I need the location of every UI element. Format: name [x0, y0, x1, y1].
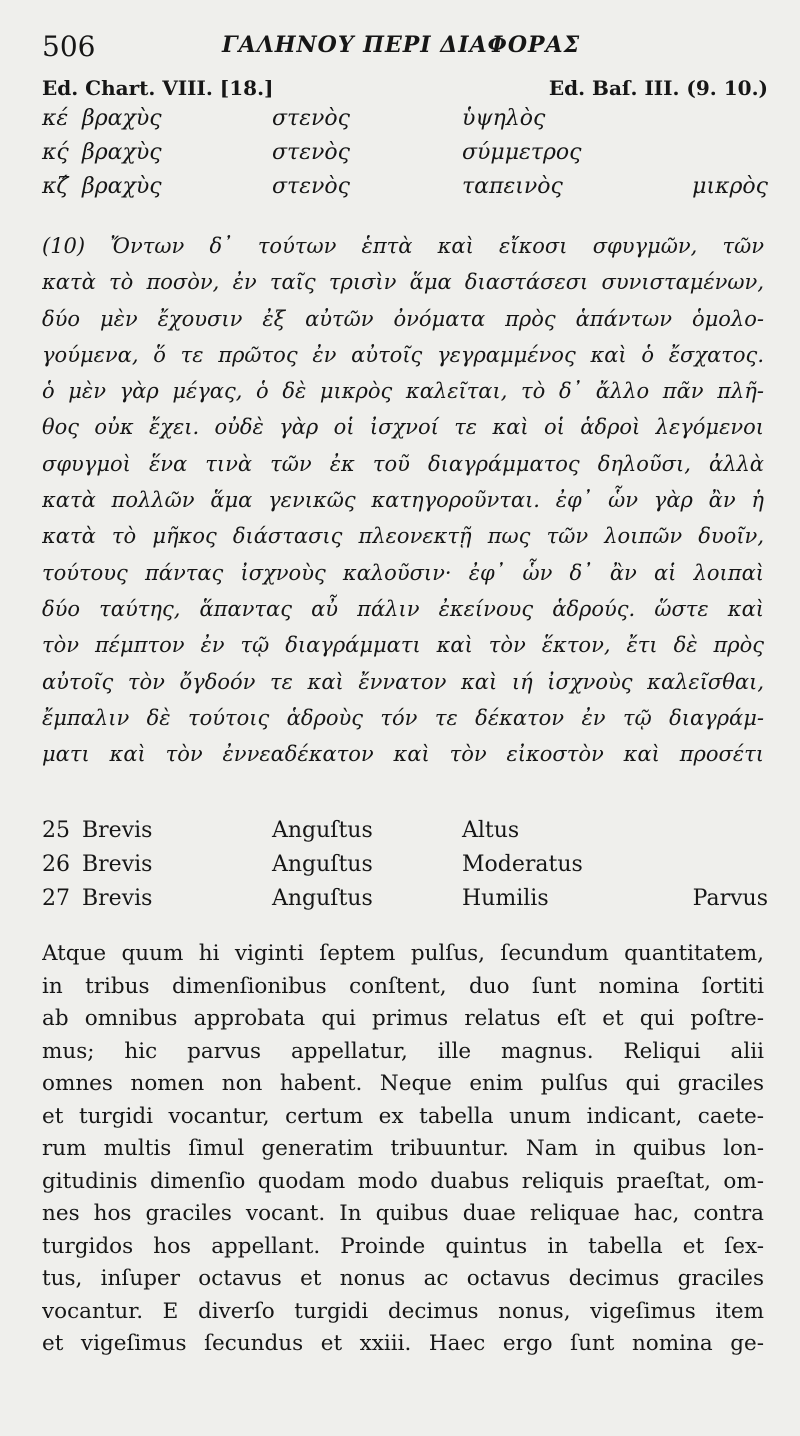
- text-line: ab omnibus approbata qui primus relatus eſt et qui poſtre-: [42, 1006, 764, 1031]
- text-line: δύο ταύτης, ἅπαντας αὖ πάλιν ἐκείνους ἁδρούς. ὥστε καὶ: [42, 596, 764, 621]
- text-line: rum multis ſimul generatim tribuuntur. Nam in quibus lon-: [42, 1136, 764, 1161]
- table-cell: ταπεινὸς: [462, 174, 563, 199]
- table-cell: βραχὺς: [82, 174, 162, 199]
- table-cell: μικρὸς: [692, 174, 768, 199]
- table-cell: Brevis: [82, 818, 153, 843]
- text-line: et turgidi vocantur, certum ex tabella unum indicant, caete-: [42, 1103, 764, 1129]
- text-line: vocantur. E diverſo turgidi decimus nonus, vigeſimus item: [42, 1298, 764, 1324]
- table-cell: σύμμετρος: [462, 140, 582, 165]
- text-line: et vigeſimus ſecundus et xxiii. Haec ergo ſunt nomina ge-: [42, 1331, 764, 1356]
- row-number: 25: [42, 818, 70, 843]
- text-line: tus, inſuper octavus et nonus ac octavus decimus graciles: [42, 1266, 764, 1291]
- page-header: [42, 30, 772, 66]
- table-cell: Humilis: [462, 886, 549, 911]
- table-cell: Brevis: [82, 852, 153, 877]
- table-row: [42, 852, 772, 886]
- text-line: ὁ μὲν γὰρ μέγας, ὁ δὲ μικρὸς καλεῖται, τὸ δ᾽ ἄλλο πᾶν πλῆ-: [42, 379, 764, 404]
- text-line: nes hos graciles vocant. In quibus duae reliquae hac, contra: [42, 1201, 764, 1226]
- text-line: θος οὐκ ἔχει. οὐδὲ γὰρ οἱ ἰσχνοί τε καὶ οἱ ἁδροὶ λεγόμενοι: [42, 415, 764, 440]
- text-line: omnes nomen non habent. Neque enim pulſus qui graciles: [42, 1071, 764, 1096]
- table-cell: στενὸς: [272, 140, 350, 165]
- table-cell: βραχὺς: [82, 106, 162, 131]
- edition-basel: Ed. Baſ. III. (9. 10.): [548, 76, 768, 100]
- text-line: mus; hic parvus appellatur, ille magnus. Reliqui alii: [42, 1038, 764, 1064]
- table-cell: Moderatus: [462, 852, 583, 877]
- text-line: turgidos hos appellant. Proinde quintus in tabella et ſex-: [42, 1233, 764, 1259]
- table-row: [42, 106, 772, 140]
- row-number: κζ́: [42, 174, 69, 199]
- table-cell: Anguſtus: [272, 818, 373, 843]
- table-cell: Parvus: [692, 886, 768, 911]
- text-line: gitudinis dimenſio quodam modo duabus reliquis praeſtat, om-: [42, 1168, 764, 1194]
- table-cell: βραχὺς: [82, 140, 162, 165]
- table-cell: Brevis: [82, 886, 153, 911]
- text-line: κατὰ πολλῶν ἅμα γενικῶς κατηγοροῦνται. ἐφ᾽ ὧν γὰρ ἂν ἡ: [42, 488, 764, 513]
- text-line: δύο μὲν ἔχουσιν ἐξ αὐτῶν ὀνόματα πρὸς ἁπάντων ὁμολο-: [42, 306, 764, 331]
- text-line: αὐτοῖς τὸν ὄγδοόν τε καὶ ἔννατον καὶ ιή ἰσχνοὺς καλεῖσθαι,: [42, 669, 764, 694]
- edition-reference-line: [42, 76, 768, 104]
- row-number: 26: [42, 852, 70, 877]
- table-cell: στενὸς: [272, 106, 350, 131]
- table-row: [42, 818, 772, 852]
- text-line: τὸν πέμπτον ἐν τῷ διαγράμματι καὶ τὸν ἕκτον, ἔτι δὲ πρὸς: [42, 633, 764, 658]
- table-row: [42, 174, 772, 208]
- text-line: κατὰ τὸ ποσὸν, ἐν ταῖς τρισὶν ἅμα διαστάσεσι συνισταμένων,: [42, 270, 764, 295]
- table-row: [42, 140, 772, 174]
- table-row: [42, 886, 772, 920]
- greek-paragraph: [42, 228, 764, 772]
- text-line: ἔμπαλιν δὲ τούτοις ἁδροὺς τόν τε δέκατον ἐν τῷ διαγράμ-: [42, 705, 764, 730]
- greek-pulse-table: [42, 106, 772, 208]
- table-cell: ὑψηλὸς: [462, 106, 546, 131]
- text-line: ματι καὶ τὸν ἐννεαδέκατον καὶ τὸν εἰκοστὸν καὶ προσέτι: [42, 742, 764, 767]
- table-cell: Anguſtus: [272, 886, 373, 911]
- table-cell: Anguſtus: [272, 852, 373, 877]
- table-cell: στενὸς: [272, 174, 350, 199]
- latin-pulse-table: [42, 818, 772, 920]
- text-line: γούμενα, ὅ τε πρῶτος ἐν αὐτοῖς γεγραμμένος καὶ ὁ ἔσχατος.: [42, 342, 764, 367]
- text-line: Atque quum hi viginti ſeptem pulſus, ſecundum quantitatem,: [42, 941, 764, 966]
- text-line: (10) Ὄντων δ᾽ τούτων ἑπτὰ καὶ εἴκοσι σφυγμῶν, τῶν: [42, 234, 764, 258]
- row-number: 27: [42, 886, 70, 911]
- page-number: 506: [42, 30, 96, 63]
- text-line: κατὰ τὸ μῆκος διάστασις πλεονεκτῇ πως τῶν λοιπῶν δυοῖν,: [42, 524, 764, 549]
- text-line: σφυγμοὶ ἕνα τινὰ τῶν ἐκ τοῦ διαγράμματος δηλοῦσι, ἀλλὰ: [42, 451, 764, 476]
- edition-chartier: Ed. Chart. VIII. [18.]: [42, 76, 274, 100]
- text-line: τούτους πάντας ἰσχνοὺς καλοῦσιν· ἐφ᾽ ὧν δ᾽ ἂν αἱ λοιπαὶ: [42, 560, 764, 585]
- row-number: κέ: [42, 106, 69, 131]
- text-line: in tribus dimenſionibus conſtent, duo ſunt nomina ſortiti: [42, 973, 764, 999]
- table-cell: Altus: [462, 818, 520, 843]
- row-number: κς́: [42, 140, 69, 165]
- running-title: ΓΑΛΗΝΟΥ ΠΕΡΙ ΔΙΑΦΟΡΑΣ: [222, 32, 581, 58]
- latin-paragraph: [42, 938, 764, 1361]
